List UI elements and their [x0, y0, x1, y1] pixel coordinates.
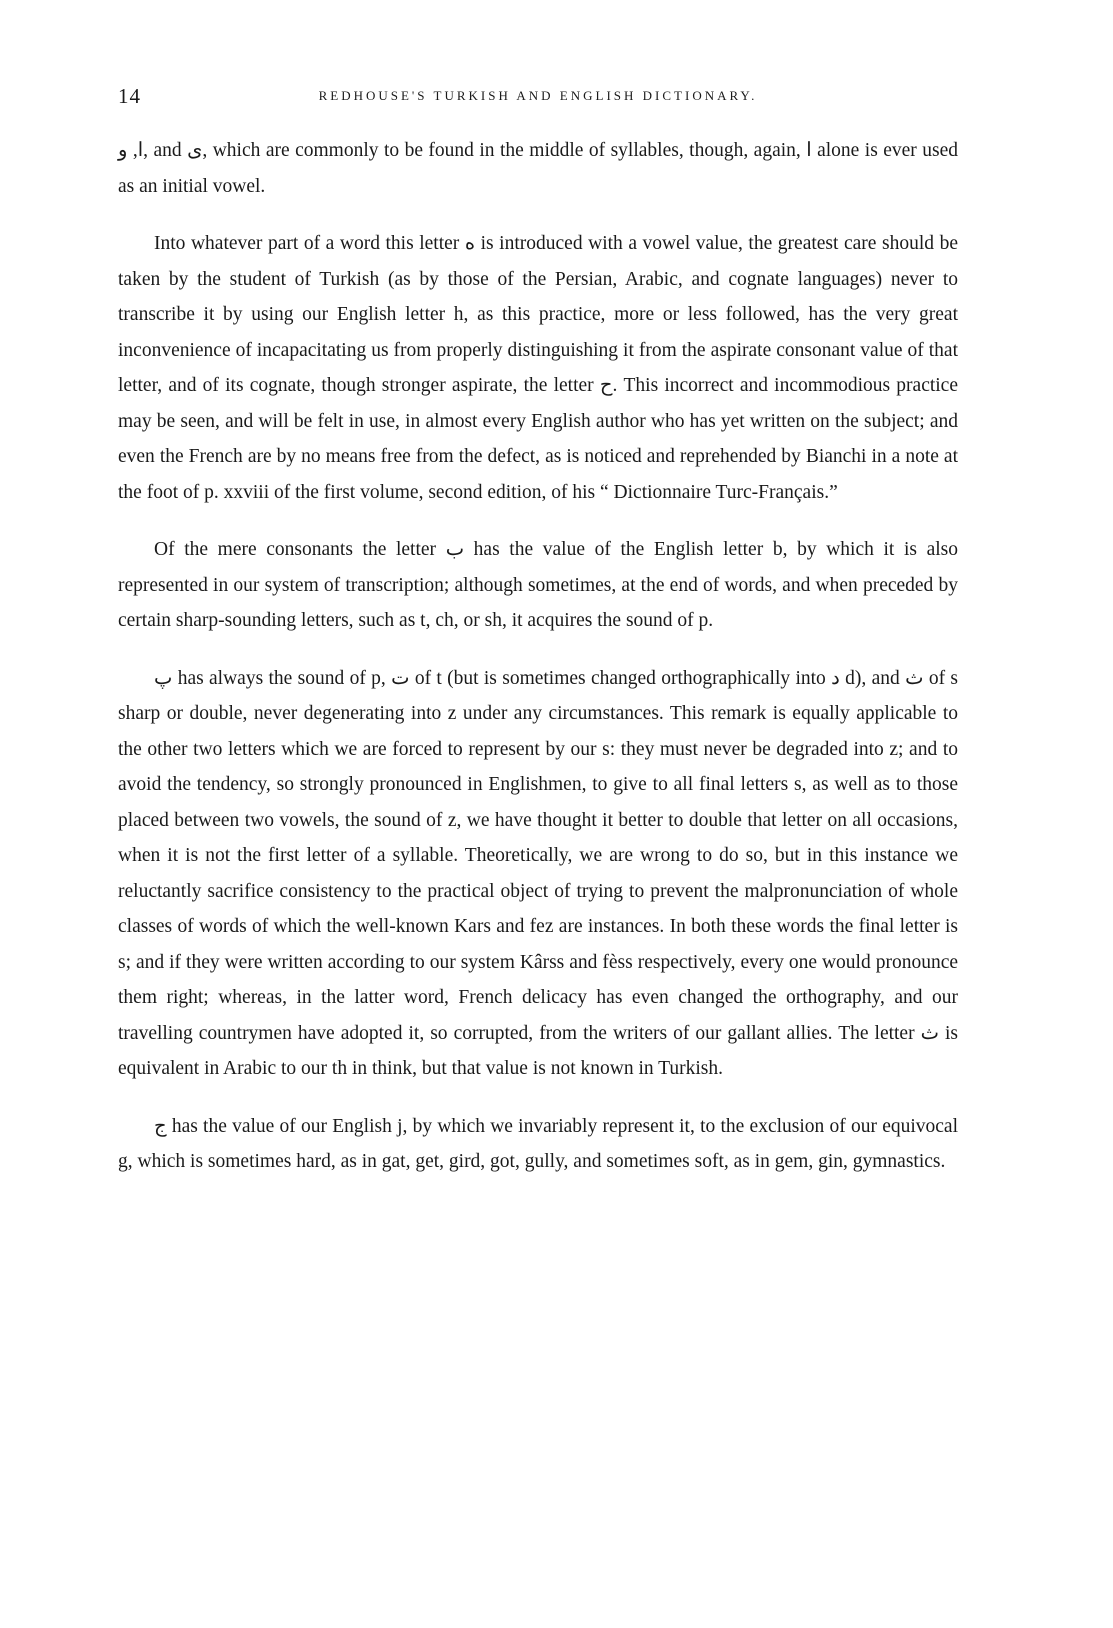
paragraph: Of the mere consonants the letter ب has the value of the English letter b, by which it is also represented in our system of transcription; although sometimes, at the end of words, and when preceded by certain sharp-sounding letters, such as t, ch, or sh, it acquires the sound of p. — [118, 539, 959, 631]
paragraph: ج has the value of our English j, by which we invariably represent it, to the exclusion of our equivocal g, which is sometimes hard, as in gat, get, gird, got, gully, and sometimes soft, as in gem, gin, gymnastics. — [118, 1115, 958, 1172]
paragraph-gap — [118, 1087, 958, 1109]
running-title: REDHOUSE'S TURKISH AND ENGLISH DICTIONARY. — [318, 88, 758, 103]
page-number: 14 — [118, 84, 141, 108]
paragraph: Into whatever part of a word this letter ه is introduced with a vowel value, the greatest care should be taken by the student of Turkish (as by those of the Persian, Arabic, and cognate languages) never to transcribe it by using our English letter h, as this practice, more or less followed, has the very great inconvenience of incapacitating us from properly distinguishing it from the aspirate consonant value of that letter, and of its cognate, though stronger aspirate, the letter ح. This incorrect and incommodious practice may be seen, and will be felt in use, in almost every English author who has yet written on the subject; and even the French are by no means free from the defect, as is noticed and reprehended by Bianchi in a note at the foot of p. xxviii of the first volume, second edition, of his “ Dictionnaire Turc-Français.” — [118, 233, 958, 503]
paragraph-gap — [118, 510, 958, 532]
paragraph-gap — [118, 639, 958, 661]
paragraph: ا, و, and ى, which are commonly to be found in the middle of syllables, though, again, ا alone is ever used as an initial vowel. — [118, 140, 958, 197]
paragraph-gap — [118, 204, 958, 226]
body-text — [118, 133, 958, 1180]
paragraph: پ has always the sound of p, ت of t (but is sometimes changed orthographically into د d), and ث of s sharp or double, never degenerating into z under any circumstances. This remark is equally applicable to the other two letters which we are forced to represent by our s: they must never be degraded into z; and to avoid the tendency, so strongly pronounced in Englishmen, to give to all final letters s, as well as to those placed between two vowels, the sound of z, we have thought it better to double that letter on all occasions, when it is not the first letter of a syllable. Theoretically, we are wrong to do so, but in this instance we reluctantly sacrifice consistency to the practical object of trying to prevent the malpronunciation of whole classes of words of which the well-known Kars and fez are instances. In both these words the final letter is s; and if they were written according to our system Kârss and fèss respectively, every one would pronounce them right; whereas, in the latter word, French delicacy has even changed the orthography, and our travelling countrymen have adopted it, so corrupted, from the writers of our gallant allies. The letter ث is equivalent in Arabic to our th in think, but that value is not known in Turkish. — [118, 667, 958, 1079]
page-header — [118, 84, 958, 114]
